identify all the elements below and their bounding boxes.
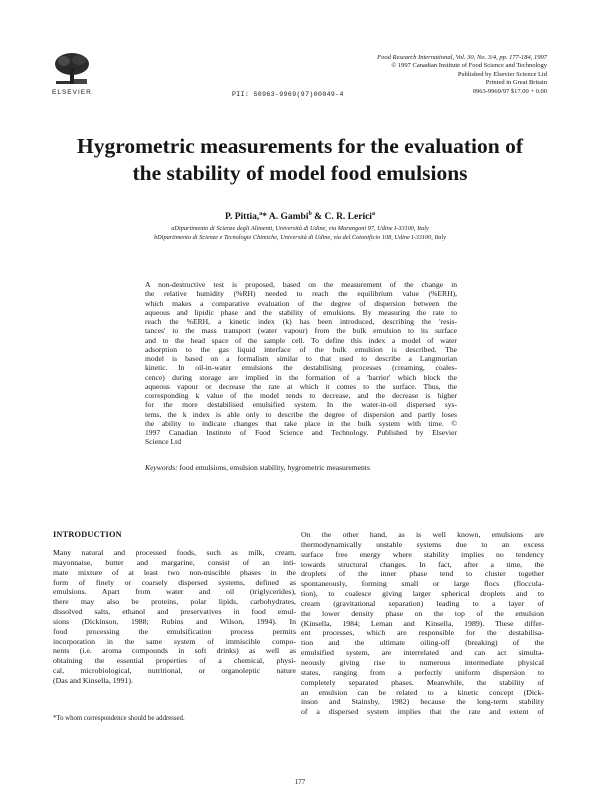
text-line: Science Ltd (145, 437, 182, 447)
text-line: sions (Dickinson, 1988; Rubins and Wilson, 1994). In (53, 616, 296, 626)
publisher-logo-text: ELSEVIER (52, 89, 92, 96)
author-list: P. Pittia,$^a$* A. Gambi$^b$ & C. R. Lerici$^a$ (225, 211, 375, 223)
text-line: aqueous and lipidic phase and the stability of emulsions. By measuring the rate to (145, 307, 457, 317)
text-line: aqueous vapour or decrease the rate at which it comes to the surface. Thus, the (145, 381, 457, 391)
title-line: the stability of model food emulsions (132, 161, 468, 185)
text-line: Many natural and processed foods, such as milk, cream, (53, 548, 296, 557)
text-line: adsorption to the gas liquid interface of the bulk emulsion is described. The (145, 344, 457, 354)
text-line: obtaining the essential properties of a chemical, physi- (53, 656, 296, 666)
text-line: ent processes, which are responsible for the destabilisa- (301, 628, 544, 638)
text-line: surface free energy where stability implies no tendency (301, 549, 544, 559)
text-line: tion and the ultimate oiling-off (breaking) of the (301, 638, 544, 648)
text-line: emulsified system, are interrelated and can act simulta- (301, 648, 544, 658)
text-line: cence) during storage are implied in the formation of a 'barrier' which block the (145, 372, 457, 382)
text-line: inson and Stainsby, 1982) because the long-term stability (301, 697, 544, 707)
text-line: neously giving rise to numerous intermediate physical (301, 657, 544, 667)
elsevier-tree-logo (52, 52, 92, 86)
correspondence-footnote: *To whom correspondence should be addressed. (53, 715, 185, 722)
text-line: cal, microbiological, nutritional, or organoleptic nature (53, 666, 296, 676)
abstract (145, 280, 457, 447)
page-number: 177 (294, 778, 306, 786)
text-line: tion), to coalesce giving larger spherical droplets and to (301, 589, 544, 599)
text-line: nents (i.e. aroma compounds in soft drinks) as well as (53, 646, 296, 656)
text-line: mayonnaise, butter and margarine, consist of an inti- (53, 557, 296, 567)
journal-line: 0963-9969/97 $17.00 + 0.00 (472, 87, 547, 95)
body-column-left (53, 548, 296, 686)
text-line: which makes a comparative evaluation of the degree of dispersion between the (145, 298, 457, 308)
keywords (145, 463, 457, 472)
text-line: (Kinsella, 1984; Leman and Kinsella, 1989). These differ- (301, 618, 544, 628)
journal-line: © 1997 Canadian Institute of Food Science and Technology (391, 62, 547, 70)
text-line: On the other hand, as is well known, emulsions are (301, 530, 544, 539)
text-line: completely separated phases. Meanwhile, the stability of (301, 677, 544, 687)
text-line: spontaneously, forming small or large flocs (floccula- (301, 579, 544, 589)
text-line: the lower density phase on the top of the emulsion (301, 608, 544, 618)
section-heading-introduction: INTRODUCTION (53, 530, 122, 539)
text-line: an emulsion can be related to a kinetic concept (Dick- (301, 687, 544, 697)
text-line: incorporation in the same system of immiscible compo- (53, 636, 296, 646)
text-line: tems, the k index is able only to describe the degree of dispersion and partly loses (145, 409, 457, 419)
affiliation-line: bDipartimento di Scienze e Tecnologie Chimiche, Università di Udine, via del Cotonificio 108, Udine I-33100, Italy (154, 233, 446, 241)
text-line: reach the %ERH, a kinetic index (k) has been introduced, describing the 'resis- (145, 317, 457, 326)
text-line: (Das and Kinsella, 1991). (53, 675, 133, 685)
journal-line: Printed in Great Britain (485, 79, 547, 87)
text-line: towards structural changes. In fact, after a time, the (301, 559, 544, 569)
text-line: there may also be proteins, polar lipids, carbohydrates, (53, 597, 296, 607)
text-line: for the more destabilised emulsified system. In the water-in-oil dispersed sys- (145, 400, 457, 410)
keywords-label: Keywords: (145, 463, 178, 472)
paper-title (40, 133, 560, 187)
text-line: corresponding k value of the model tends to decrease, and the decrease is higher (145, 391, 457, 400)
text-line: and to the head space of the sample cell. To define this index a model of water (145, 335, 457, 345)
affiliation-line: aDipartimento di Scienze degli Alimenti, Università di Udine, via Marangoni 97, Udine I-33100, Italy (171, 225, 429, 232)
text-line: dissolved salts, ethanol and preservatives in food emul- (53, 607, 296, 617)
journal-line: Food Research International, Vol. 30, No. 3/4, pp. 177-184, 1997 (377, 54, 547, 61)
text-line: form of finely or coarsely dispersed systems, defined as (53, 577, 296, 587)
text-line: A non-destructive test is proposed, based on the measurement of the change in (145, 280, 457, 289)
body-column-right (301, 530, 544, 717)
journal-citation (287, 54, 547, 96)
text-line: tances' to the mass transport (water vapour) from the bulk emulsion to its surface (145, 326, 457, 336)
text-line: emulsions. Apart from water and oil (triglycerides), (53, 587, 296, 597)
affiliations (0, 225, 600, 242)
text-line: mate mixture of at least two non-miscible phases in the (53, 567, 296, 577)
text-line: the ability to indicate changes that take place in the bulk system with time. © (145, 418, 457, 428)
author-name: P. Pittia, (225, 212, 260, 223)
text-line: 1997 Canadian Institute of Food Science and Technology. Published by Elsevier (145, 428, 457, 437)
text-line: food processing the emulsification process permits (53, 626, 296, 636)
text-line: model is based on a formalism similar to that used to describe a Langmurian (145, 354, 457, 363)
text-line: thermodynamically unstable systems due to an excess (301, 539, 544, 549)
title-line: Hygrometric measurements for the evaluation of (76, 134, 524, 158)
text-line: of a dispersed system implies that the rate and extent of (301, 707, 544, 717)
pii-identifier: PII: S0963-9969(97)00049-4 (232, 91, 344, 98)
text-line: kinetic. In oil-in-water emulsions the destabilising processes (creaming, coales- (145, 363, 457, 373)
text-line: the relative humidity (%RH) needed to reach the equilibrium value (%ERH), (145, 289, 457, 299)
text-line: states, ranging from a perfectly uniform dispersion to (301, 667, 544, 677)
text-line: cream (gravitational separation) leading to a layer of (301, 598, 544, 608)
keywords-text: food emulsions, emulsion stability, hygrometric measurements (177, 463, 370, 472)
text-line: droplets of the inner phase tend to cluster together (301, 569, 544, 579)
journal-line: Published by Elsevier Science Ltd (457, 70, 547, 78)
